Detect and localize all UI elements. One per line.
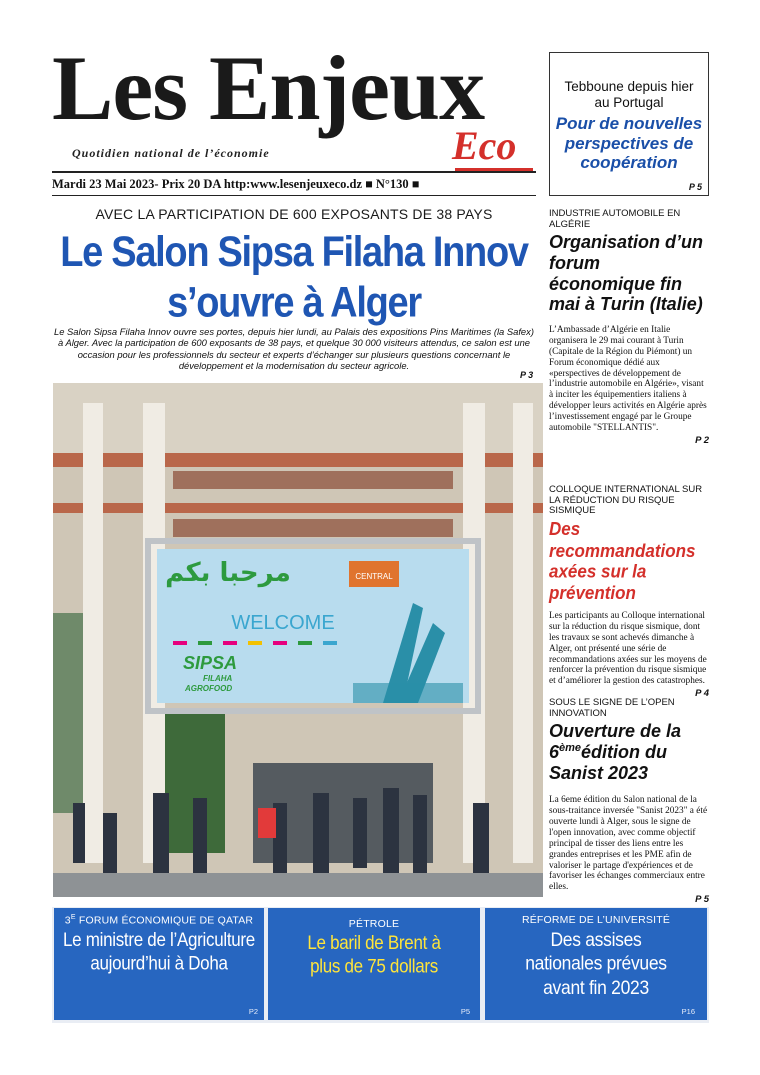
bottom-story-petrol[interactable] (268, 908, 480, 1020)
banner-welcome: WELCOME (231, 612, 335, 634)
banner-brand: SIPSA (183, 653, 238, 673)
kicker-text: FORUM ÉCONOMIQUE DE QATAR (75, 914, 254, 927)
side-story-headline: Organisation d’un forum économique fin mai à Turin (Italie) (549, 232, 704, 315)
banner-brand-sub1: FILAHA (203, 674, 233, 683)
side-story-automobile[interactable] (549, 209, 709, 446)
side-story-headline (549, 721, 709, 783)
top-story-kicker: Tebboune depuis hier au Portugal (564, 79, 694, 111)
masthead-subtitle: Quotidien national de l’économie (72, 146, 270, 160)
bottom-story-kicker (54, 914, 264, 927)
bottom-story-headline: Le ministre de l’Agriculture aujourd’hui à Doha (63, 928, 255, 974)
lead-headline[interactable] (52, 228, 536, 328)
bottom-story-university[interactable] (485, 908, 707, 1020)
lead-page: P 3 (520, 370, 534, 380)
bottom-story-kicker: PÉTROLE (348, 918, 400, 930)
kicker-number: 3 (64, 914, 71, 927)
masthead-title: Les Enjeux (52, 37, 485, 139)
masthead-eco: Eco (452, 123, 517, 168)
top-story-box[interactable] (549, 52, 709, 196)
side-story-kicker: SOUS LE SIGNE DE L’OPEN INNOVATION (549, 697, 675, 719)
lead-photo (53, 383, 543, 897)
side-story-sanist[interactable] (549, 698, 709, 905)
side-story-page: P 5 (695, 894, 709, 906)
side-story-seismic[interactable] (549, 485, 709, 699)
bottom-story-headline: Des assises nationales prévues avant fin 2023 (525, 928, 667, 999)
headline-part1: Ouverture de la 6 (549, 721, 682, 762)
banner-sponsor: CENTRAL (355, 572, 393, 581)
dateline-rule (52, 171, 536, 173)
bottom-story-page: P16 (681, 1007, 695, 1016)
side-story-body: Les participants au Colloque international sur la réduction du risque sismique, dont les travaux se sont achevés dimanche à Alger, ont présenté une série de recommandations axées sur les moyens de renforcer la prévention du risque sismique et d’améliorer la gestion des catastrophes. (549, 611, 707, 687)
bottom-story-kicker: RÉFORME DE L’UNIVERSITÉ (521, 914, 671, 926)
lead-kicker: AVEC LA PARTICIPATION DE 600 EXPOSANTS DE 38 PAYS (95, 206, 493, 222)
salon-entrance-illustration (53, 383, 543, 897)
bottom-story-page: P5 (460, 1007, 470, 1016)
lead-headline-line2: s’ouvre à Alger (167, 279, 421, 327)
lead-headline-line1: Le Salon Sipsa Filaha Innov (60, 229, 528, 277)
dateline-rule-bottom (52, 195, 536, 196)
headline-part2: édition du Sanist 2023 (549, 741, 668, 783)
bottom-story-page: P2 (248, 1007, 258, 1016)
side-story-kicker: COLLOQUE INTERNATIONAL SUR LA RÉDUCTION DU RISQUE SISMIQUE (549, 484, 703, 517)
side-story-page: P 4 (695, 688, 709, 700)
top-story-page: P 5 (688, 182, 702, 192)
bottom-story-qatar[interactable] (54, 908, 264, 1020)
side-story-page: P 2 (695, 434, 709, 446)
side-story-kicker: INDUSTRIE AUTOMOBILE EN ALGÉRIE (549, 208, 681, 230)
bottom-story-headline: Le baril de Brent à plus de 75 dollars (307, 932, 441, 977)
banner-arabic-text: مرحبا بكم (165, 558, 291, 588)
lead-summary: Le Salon Sipsa Filaha Innov ouvre ses portes, depuis hier lundi, au Palais des expositions Pins Maritimes (la Safex) à Alger. Avec la participation de 600 exposants de 38 pays, et quelque 30 000 visiteurs attendus, ce salon est une occasion pour les professionnels du secteur et experts d’échanger sur plusieurs questions concernant le développement et la modernisation du secteur agricole. (54, 326, 534, 372)
side-story-body: L’Ambassade d’Algérie en Italie organisera le 29 mai courant à Turin (Capitale de la Région du Piémont) un Forum économique dédié aux «perspectives de développement de l’industrie automobile en Algérie», visant à inciter les équipementiers italiens à développer leurs activités en Algérie après l’investissement engagé par le Groupe automobile "STELLANTIS". (549, 325, 707, 433)
banner-brand-sub2: AGROFOOD (185, 684, 233, 693)
side-story-headline: Des recommandations axées sur la prévention (549, 518, 696, 603)
side-story-body: La 6eme édition du Salon national de la sous-traitance inversée "Sanist 2023" a été ouverte lundi à Alger, sous le signe de l'open innovation, avec comme objectif principal de tisser des liens entre les grandes entreprises et les PME afin de valoriser le partage d'expériences et de favoriser les échanges commerciaux entre elles. (549, 795, 708, 893)
headline-superscript: ème (559, 741, 582, 754)
dateline: Mardi 23 Mai 2023- Prix 20 DA http:www.lesenjeuxeco.dz ■ N°130 ■ (52, 177, 420, 191)
top-story-headline: Pour de nouvelles perspectives de coopération (555, 114, 703, 173)
kicker-superscript: E (70, 914, 76, 921)
